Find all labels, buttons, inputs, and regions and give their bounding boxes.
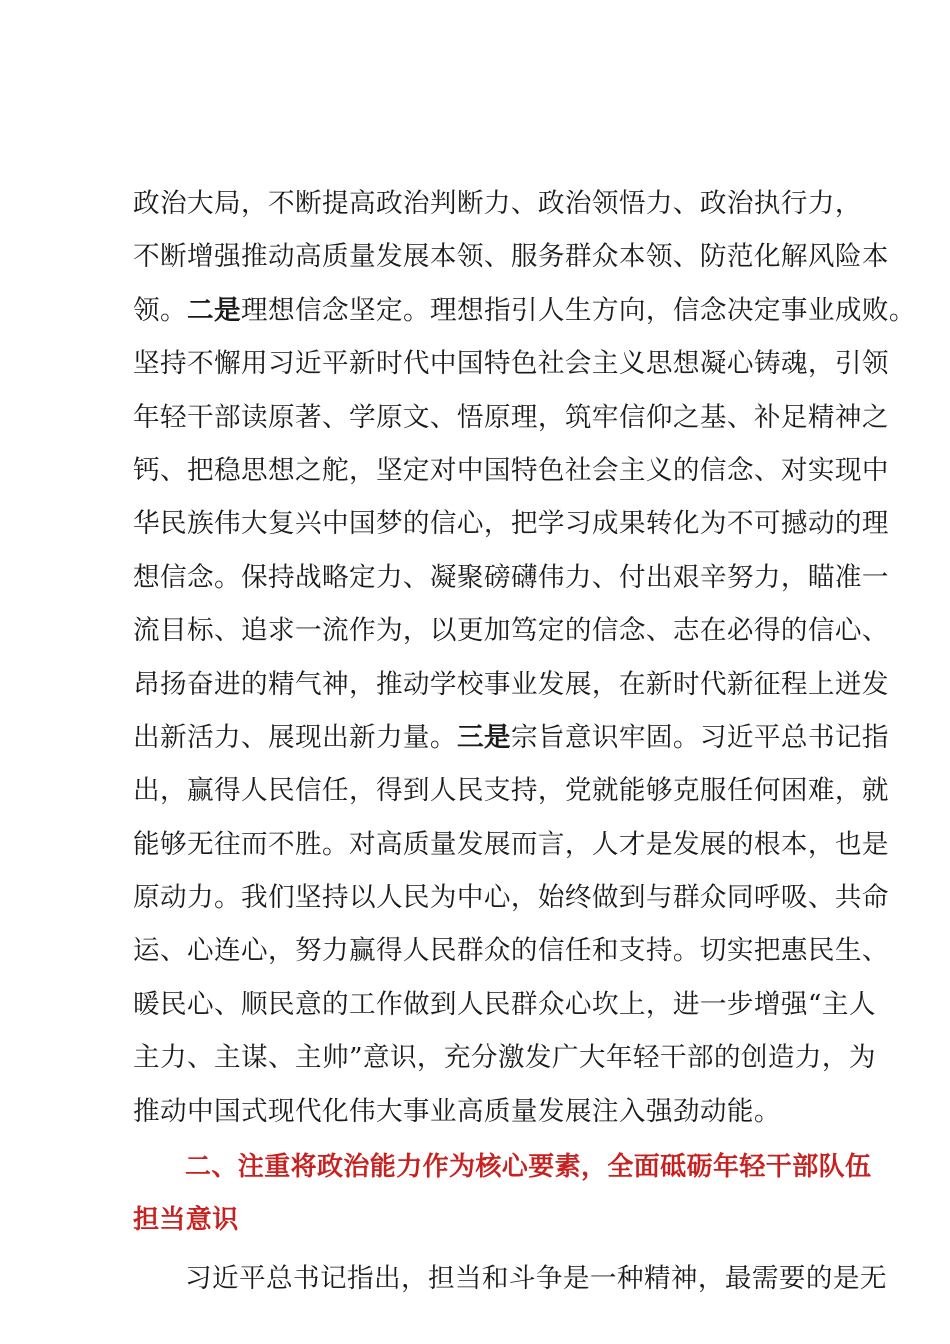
section-heading-line: 担当意识 [133,1205,239,1236]
bold-lead-in: 三是 [456,721,511,753]
text-line: 昂扬奋进的精气神，推动学校事业发展，在新时代新征程上迸发 [133,668,889,700]
text-line: 出，赢得人民信任，得到人民支持，党就能够克服任何困难，就 [133,775,889,807]
text-run: 领。 [133,294,187,326]
document-body [133,177,916,1305]
section-heading [133,1141,872,1248]
text-line: 习近平总书记指出，担当和斗争是一种精神，最需要的是无 [185,1262,887,1294]
text-line: 推动中国式现代化伟大事业高质量发展注入强劲动能。 [133,1095,781,1127]
text-line: 主力、主谋、主帅”意识，充分激发广大年轻干部的创造力，为 [133,1042,876,1074]
text-line: 年轻干部读原著、学原文、悟原理，筑牢信仰之基、补足精神之 [133,401,889,433]
text-line: 暖民心、顺民意的工作做到人民群众心坎上，进一步增强“主人 [133,988,876,1020]
text-line: 钙、把稳思想之舵，坚定对中国特色社会主义的信念、对实现中 [133,454,889,486]
text-line: 想信念。保持战略定力、凝聚磅礴伟力、付出艰辛努力，瞄准一 [133,561,889,593]
text-line [133,711,889,764]
text-line: 坚持不懈用习近平新时代中国特色社会主义思想凝心铸魂，引领 [133,348,889,380]
text-line: 华民族伟大复兴中国梦的信心，把学习成果转化为不可撼动的理 [133,508,889,540]
paragraph-2 [133,1252,887,1305]
paragraph-1 [133,177,916,1138]
text-line: 政治大局，不断提高政治判断力、政治领悟力、政治执行力， [133,188,862,219]
section-heading-line: 二、注重将政治能力作为核心要素，全面砥砺年轻干部队伍 [185,1152,872,1183]
text-line: 不断增强推动高质量发展本领、服务群众本领、防范化解风险本 [133,241,889,273]
bold-lead-in: 二是 [187,294,241,326]
text-run: 宗旨意识牢固。习近平总书记指 [510,721,889,753]
text-line: 能够无往而不胜。对高质量发展而言，人才是发展的根本，也是 [133,828,889,860]
text-line: 流目标、追求一流作为，以更加笃定的信念、志在必得的信心、 [133,615,889,647]
text-line [133,284,916,337]
text-run: 出新活力、展现出新力量。 [133,721,457,753]
text-line: 运、心连心，努力赢得人民群众的信任和支持。切实把惠民生、 [133,935,889,967]
text-run: 理想信念坚定。理想指引人生方向，信念决定事业成败。 [241,294,916,326]
text-line: 原动力。我们坚持以人民为中心，始终做到与群众同呼吸、共命 [133,882,889,914]
